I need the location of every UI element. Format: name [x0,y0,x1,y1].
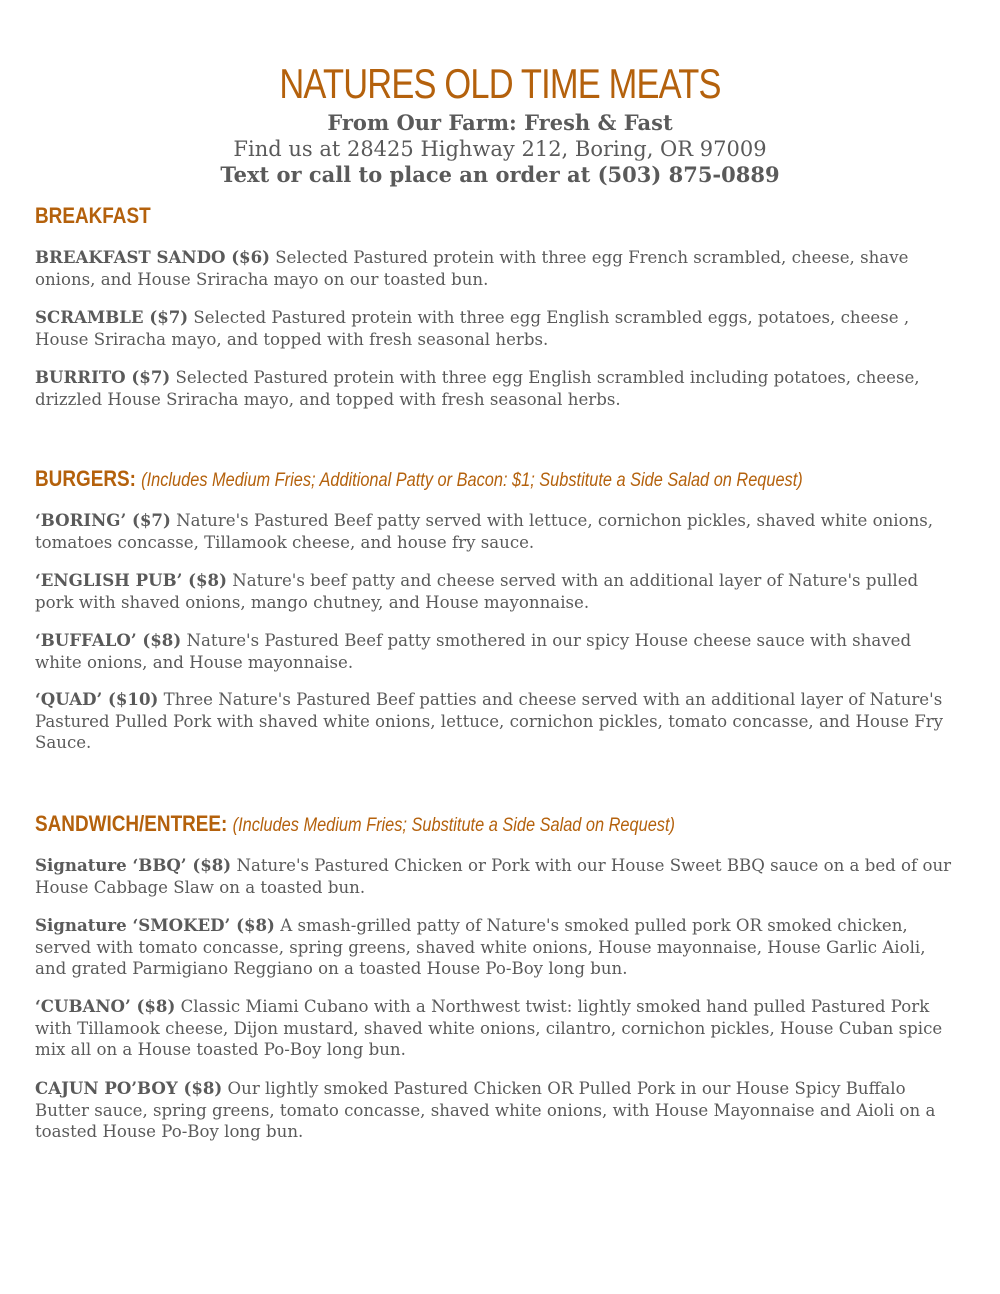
menu-item-description: Nature's Pastured Beef patty smothered in our spicy House cheese sauce with shaved white onions, and House mayonnaise. [35,631,912,672]
menu-item-signature-bbq [35,855,960,898]
menu-item-description: Classic Miami Cubano with a Northwest twist: lightly smoked hand pulled Pastured Pork with Tillamook cheese, Dijon mustard, shaved white onions, cilantro, cornichon pickles, House Cuban spice mix all on a House toasted Po-Boy long bun. [35,997,943,1059]
menu-item-quad [35,689,960,754]
menu-item-description: Nature's beef patty and cheese served with an additional layer of Nature's pulled pork with shaved onions, mango chutney, and House mayonnaise. [35,571,919,612]
menu-item-name: Signature ‘BBQ’ ($8) [35,855,232,875]
menu-item-description: Three Nature's Pastured Beef patties and cheese served with an additional layer of Nature's Pastured Pulled Pork with shaved white onions, lettuce, cornichon pickles, tomato concasse, and House Fry Sauce. [35,690,944,752]
restaurant-title: NATURES OLD TIME MEATS [279,60,721,107]
menu-item-signature-smoked [35,915,960,980]
menu-item-description: Selected Pastured protein with three egg French scrambled, cheese, shave onions, and House Sriracha mayo on our toasted bun. [35,248,909,289]
section-title-sandwich: SANDWICH/ENTREE [35,811,222,836]
menu-item-cubano [35,996,960,1061]
menu-item-breakfast-sando [35,247,960,290]
menu-item-description: Selected Pastured protein with three egg English scrambled eggs, potatoes, cheese , House Sriracha mayo, and topped with fresh seasonal herbs. [35,308,910,349]
section-heading-burgers [35,464,803,496]
menu-item-description: A smash-grilled patty of Nature's smoked pulled pork OR smoked chicken, served with tomato concasse, spring greens, shaved white onions, House mayonnaise, House Garlic Aioli, and grated Parmigiano Reggiano on a toasted House Po-Boy long bun. [35,916,926,978]
address-line: Find us at 28425 Highway 212, Boring, OR 97009 [233,137,767,161]
section-heading-sandwich [35,809,675,841]
section-heading-breakfast [35,201,151,231]
tagline: From Our Farm: Fresh & Fast [327,110,673,135]
section-title-burgers: BURGERS: [35,466,136,491]
menu-item-name: ‘BORING’ ($7) [35,510,171,530]
menu-item-description: Our lightly smoked Pastured Chicken OR Pulled Pork in our House Spicy Buffalo Butter sauce, spring greens, tomato concasse, shaved white onions, with House Mayonnaise and Aioli on a toasted House Po-Boy long bun. [35,1079,936,1141]
menu-item-burrito [35,367,960,410]
menu-item-name: BURRITO ($7) [35,367,171,387]
menu-item-description: Nature's Pastured Chicken or Pork with our House Sweet BBQ sauce on a bed of our House Cabbage Slaw on a toasted bun. [35,856,952,897]
menu-item-name: ‘QUAD’ ($10) [35,689,159,709]
menu-item-description: Nature's Pastured Beef patty served with lettuce, cornichon pickles, shaved white onions, tomatoes concasse, Tillamook cheese, and house fry sauce. [35,511,934,552]
menu-item-name: SCRAMBLE ($7) [35,307,189,327]
contact-line: Text or call to place an order at (503) 875-0889 [220,162,780,187]
section-note-burgers: (Includes Medium Fries; Additional Patty or Bacon: $1; Substitute a Side Salad on Request) [141,470,803,491]
menu-item-buffalo [35,630,960,673]
section-separator: : [221,811,228,836]
menu-item-name: CAJUN PO’BOY ($8) [35,1078,223,1098]
section-note-sandwich: (Includes Medium Fries; Substitute a Side Salad on Request) [232,815,675,836]
menu-item-name: ‘CUBANO’ ($8) [35,996,176,1016]
menu-item-name: ‘BUFFALO’ ($8) [35,630,182,650]
menu-item-boring [35,510,960,553]
section-title-breakfast: BREAKFAST [35,203,151,228]
menu-item-scramble [35,307,960,350]
menu-item-english-pub [35,570,960,613]
menu-item-name: BREAKFAST SANDO ($6) [35,247,270,267]
menu-item-name: Signature ‘SMOKED’ ($8) [35,915,275,935]
menu-item-cajun-poboy [35,1078,960,1143]
menu-item-description: Selected Pastured protein with three egg English scrambled including potatoes, cheese, drizzled House Sriracha mayo, and topped with fresh seasonal herbs. [35,368,920,409]
menu-item-name: ‘ENGLISH PUB’ ($8) [35,570,227,590]
